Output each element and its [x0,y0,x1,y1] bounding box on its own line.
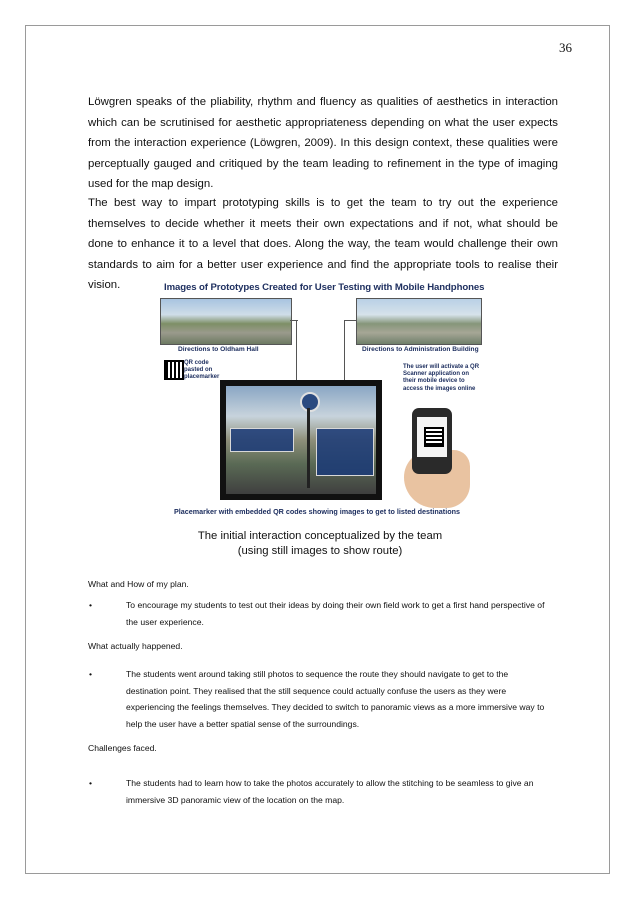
caption-administration-building: Directions to Administration Building [362,346,479,353]
happened-bullet-text: The students went around taking still photos to sequence the route they should navigate to get to the destination point. They realised that the still sequence could actually confuse the users as they were experiencing the feelings themselves. They decided to switch to panoramic views as a more immersive way to help the user have a better spatial sense of the surroundings. [126,669,545,729]
paragraph-aesthetics: Löwgren speaks of the pliability, rhythm and fluency as qualities of aesthetics in interaction which can be scrutinised for aesthetic appropriateness depending on what the user expects from the interaction experience (Löwgren, 2009). In this design context, these qualities were perceptually gauged and critiqued by the team leading to refinement in the type of imaging used for the map design. [88,96,558,190]
bullet-icon: • [89,669,93,679]
figure-caption [150,529,490,558]
bullet-icon: • [89,600,93,610]
qr-code-icon [424,427,444,447]
figure-title: Images of Prototypes Created for User Testing with Mobile Handphones [164,282,485,293]
prototype-figure [160,280,485,520]
connector-line [344,320,356,321]
plan-bullet-text: To encourage my students to test out their ideas by doing their own field work to get a first hand perspective of the user experience. [126,600,545,627]
page-number: 36 [559,40,572,55]
plan-bullet [88,597,548,630]
direction-board-right [316,428,374,476]
paragraph-prototyping: The best way to impart prototyping skills is to get the team to try out the experience themselves to decide whether it meets their own expectations and if not, what should be done to enhance it to a level that does. Along the way, the team would challenge their own standards to aim for a better user experience and find the appropriate tools to realise their vision. [88,197,558,291]
photo-oldham-hall [160,298,292,345]
signpost-icon [300,392,320,412]
bullet-icon: • [89,778,93,788]
direction-board-left [230,428,294,452]
challenges-heading: Challenges faced. [88,743,157,753]
caption-line-2: (using still images to show route) [237,544,403,557]
phone-screen [417,417,447,457]
caption-oldham-hall: Directions to Oldham Hall [178,346,259,353]
mobile-phone-icon [412,408,452,474]
plan-heading: What and How of my plan. [88,579,189,589]
signpost-pole [307,408,310,488]
scanner-note: The user will activate a QR Scanner application on their mobile device to access the images online [403,364,480,392]
placemarker-image [220,380,382,500]
qr-code-icon [164,360,184,380]
photo-administration-building [356,298,482,345]
figure-bottom-caption: Placemarker with embedded QR codes showing images to get to listed destinations [174,507,460,516]
challenges-bullet [88,775,548,808]
happened-heading: What actually happened. [88,641,183,651]
happened-bullet [88,666,548,732]
challenges-bullet-text: The students had to learn how to take the photos accurately to allow the stitching to be seamless to give an immersive 3D panoramic view of the location on the map. [126,778,534,805]
caption-line-1: The initial interaction conceptualized by the team [197,530,443,542]
qr-code-note: QR code pasted on placemarker [184,360,220,380]
